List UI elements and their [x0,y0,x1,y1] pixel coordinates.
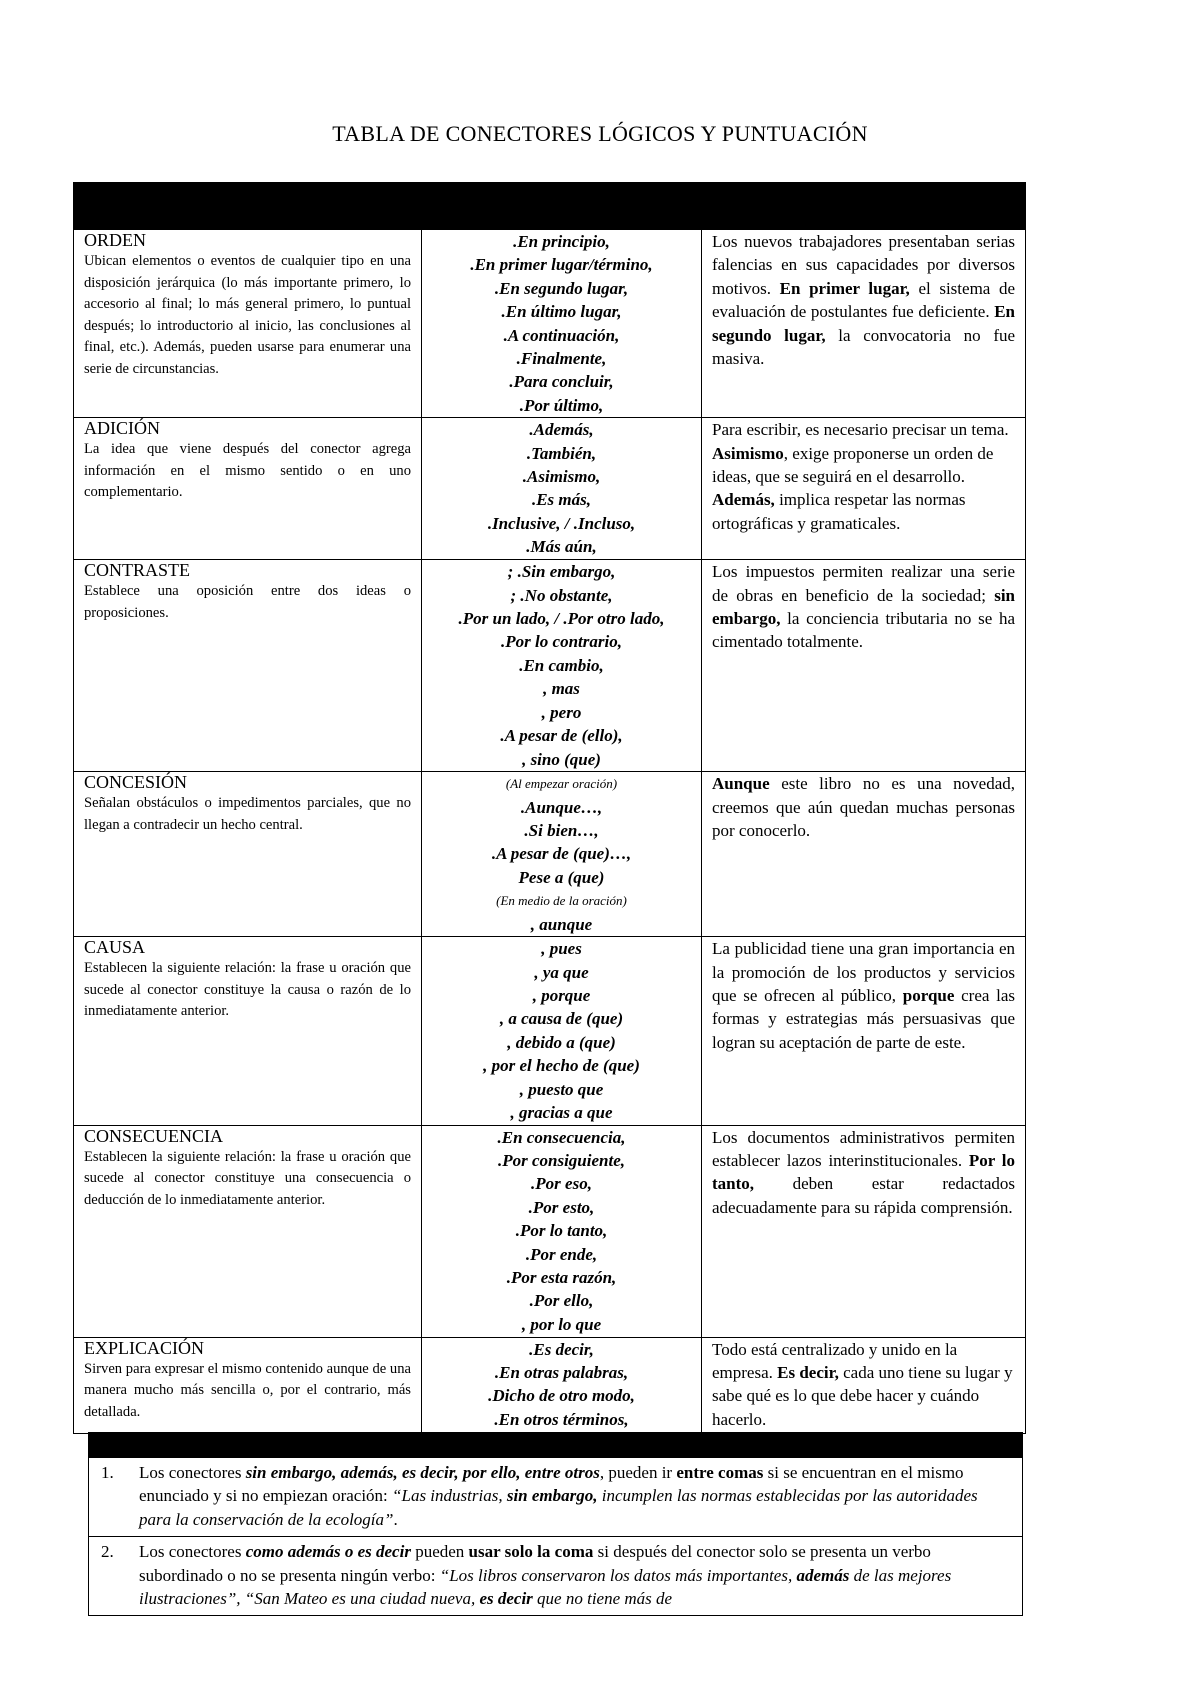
connector: .En segundo lugar, [494,278,629,298]
connector: .Inclusive, / .Incluso, [487,513,636,533]
example-text: Los nuevos trabajadores presentaban serias falencias en sus capacidades por diversos motivos. [712,232,1016,298]
example-connector: En primer lugar, [779,278,910,298]
connector: .A pesar de (que)…, [491,844,632,864]
connector: .Por lo contrario, [501,632,622,652]
connector: .Por esto, [528,1197,595,1217]
connector: .Por eso, [531,1174,592,1194]
table-header-bar [74,183,1026,230]
connector: , debido a (que) [507,1032,616,1052]
category-name: ADICIÓN [84,418,160,439]
table-row [74,937,1026,1125]
connector: .Más aún, [526,537,597,557]
connector: .En último lugar, [501,302,622,322]
rules-header-bar [89,1433,1023,1458]
connector: .También, [526,443,597,463]
connector: , gracias a que [510,1103,613,1123]
connector: .Por un lado, / .Por otro lado, [458,609,665,629]
example-text: implica respetar las normas ortográficas y gramaticales. [712,490,966,533]
rule-text: Los conectores sin embargo, además, es decir, por ello, entre otros, pueden ir entre comas si se encuentran en el mismo enunciado y si no empiezan oración: “Las industrias, sin embargo, incumplen las normas establecidas por las autoridades para la conservación de la ecología”. [139,1463,978,1529]
category-name: ORDEN [84,230,146,250]
category-name: EXPLICACIÓN [84,1337,204,1358]
example-connector: Además, [712,490,775,510]
connectors-cell [422,772,702,937]
example-cell [702,1337,1026,1433]
connector: .En primer lugar/término, [470,255,653,275]
connector: .Dicho de otro modo, [488,1386,635,1406]
connectors-cell [422,937,702,1125]
connector-note: (En medio de la oración) [496,893,627,909]
connector: .Es más, [531,490,592,510]
connector: .Por consiguiente, [497,1150,626,1170]
category-description: La idea que viene después del conector agrega información en el mismo sentido o en uno complementario. [84,441,411,501]
connector: , ya que [534,962,589,982]
connectors-cell [422,230,702,418]
connector: .Aunque…, [520,797,603,817]
connector: , mas [543,679,580,699]
category-name: CONTRASTE [84,560,191,581]
table-row [74,230,1026,418]
example-text: la conciencia tributaria no se ha cimentado totalmente. [712,609,1016,652]
category-description: Establece una oposición entre dos ideas o proposiciones. [84,583,411,621]
connector: .A continuación, [503,325,620,345]
example-connector: porque [902,986,955,1006]
connector: , aunque [530,914,593,934]
example-text: Los impuestos permiten realizar una serie de obras en beneficio de la sociedad; [712,562,1016,605]
rule-row [89,1458,1023,1537]
example-connector: En segundo lugar, [712,302,1016,345]
connector: .Por esta razón, [506,1267,617,1287]
category-name: CONSECUENCIA [84,1125,224,1146]
connector: , pero [541,702,582,722]
example-connector: Es decir, [777,1362,839,1382]
connectors-cell [422,1125,702,1337]
example-cell [702,418,1026,560]
example-text: este libro no es una novedad, creemos que aún quedan muchas personas por conocerlo. [712,774,1016,841]
connector: ; .Sin embargo, [507,562,616,582]
example-cell [702,772,1026,937]
example-text: Los documentos administrativos permiten establecer lazos interinstitucionales. [712,1127,1016,1170]
example-text: , exige proponerse un orden de ideas, que se seguirá en el desarrollo. [712,443,994,487]
connector: , a causa de (que) [499,1009,624,1029]
category-description: Señalan obstáculos o impedimentos parciales, que no llegan a contradecir un hecho central. [84,795,411,833]
connector: .En otros términos, [494,1409,629,1429]
rule-text: Los conectores como además o es decir pueden usar solo la coma si después del conector solo se presenta un verbo subordinado o no se presenta ningún verbo: “Los libros conservaron los datos más importantes, además de las mejores ilustraciones”, “San Mateo es una ciudad nueva, es decir que no tiene más de [139,1542,952,1609]
rule-number: 2. [101,1542,114,1562]
connector: , porque [532,986,591,1006]
example-text: La publicidad tiene una gran importancia en la promoción de los productos y servicios que se ofrecen al público, [712,939,1016,1006]
table-row [74,1337,1026,1433]
example-text: la convocatoria no fue masiva. [712,325,1016,369]
example-connector: sin embargo, [712,585,1016,629]
connector: .En consecuencia, [497,1127,626,1147]
example-cell [702,560,1026,772]
example-text: Todo está centralizado y unido en la empresa. [712,1339,958,1382]
table-row [74,560,1026,772]
connector: .Si bien…, [524,821,599,841]
category-name: CAUSA [84,937,146,958]
connector: .Por ello, [529,1291,594,1311]
connector: , puesto que [519,1079,604,1099]
example-text: cada uno tiene su lugar y sabe qué es lo que debe hacer y cuándo hacerlo. [712,1362,1013,1429]
connector-note: (Al empezar oración) [505,776,618,792]
category-name: CONCESIÓN [84,772,188,793]
example-cell [702,937,1026,1125]
connector: .En otras palabras, [494,1362,629,1382]
connector: .En cambio, [519,655,604,675]
table-row [74,772,1026,937]
table-row [74,418,1026,560]
connectors-cell [422,1337,702,1433]
connector: .A pesar de (ello), [500,726,623,746]
rule-row [89,1537,1023,1616]
example-text: crea las formas y estrategias más persuasivas que logran su aceptación de parte de este. [712,986,1016,1052]
example-text: deben estar redactados adecuadamente para su rápida comprensión. [712,1174,1016,1217]
connector: .Finalmente, [516,349,607,369]
connector: .Asimismo, [522,467,601,487]
page-title: TABLA DE CONECTORES LÓGICOS Y PUNTUACIÓN [332,121,868,146]
connector: .Por lo tanto, [515,1221,608,1241]
connector: , pues [541,939,582,959]
category-description: Establecen la siguiente relación: la frase u oración que sucede al conector constituye una consecuencia o deducción de lo inmediatamente anterior. [84,1148,411,1208]
connector: .Por ende, [525,1244,598,1264]
connector: , por lo que [521,1314,602,1334]
example-text: el sistema de evaluación de postulantes fue deficiente. [712,278,1016,322]
connector: .Para concluir, [509,372,614,392]
punctuation-rules-table [88,1432,1023,1616]
category-description: Ubican elementos o eventos de cualquier tipo en una disposición jerárquica (lo más importante primero, lo accesorio al final; lo más general primero, lo puntual después; lo introductorio al inicio, las conclusiones al final, etc.). Además, pueden usarse para enumerar una serie de circunstancias. [84,253,411,377]
connector: .Por último, [519,395,604,415]
rule-number: 1. [101,1463,114,1482]
category-description: Establecen la siguiente relación: la frase u oración que sucede al conector constituye la causa o razón de lo inmediatamente anterior. [84,960,411,1020]
connector: ; .No obstante, [510,585,613,605]
connector: , por el hecho de (que) [483,1056,640,1076]
example-connector: Por lo tanto, [712,1150,1015,1194]
connector: Pese a (que) [518,867,605,887]
example-text: Para escribir, es necesario precisar un tema. [712,420,1009,440]
example-connector: Asimismo [712,443,784,463]
connectors-table [73,182,1026,1434]
example-cell [702,230,1026,418]
connector: .Además, [529,420,594,440]
connector: .Es decir, [529,1339,594,1359]
table-row [74,1125,1026,1337]
example-cell [702,1125,1026,1337]
connectors-cell [422,418,702,560]
example-connector: Aunque [712,774,770,794]
category-description: Sirven para expresar el mismo contenido aunque de una manera mucho más sencilla o, por el contrario, más detallada. [84,1360,411,1420]
connector: , sino (que) [522,749,601,769]
connectors-cell [422,560,702,772]
connector: .En principio, [513,232,610,251]
